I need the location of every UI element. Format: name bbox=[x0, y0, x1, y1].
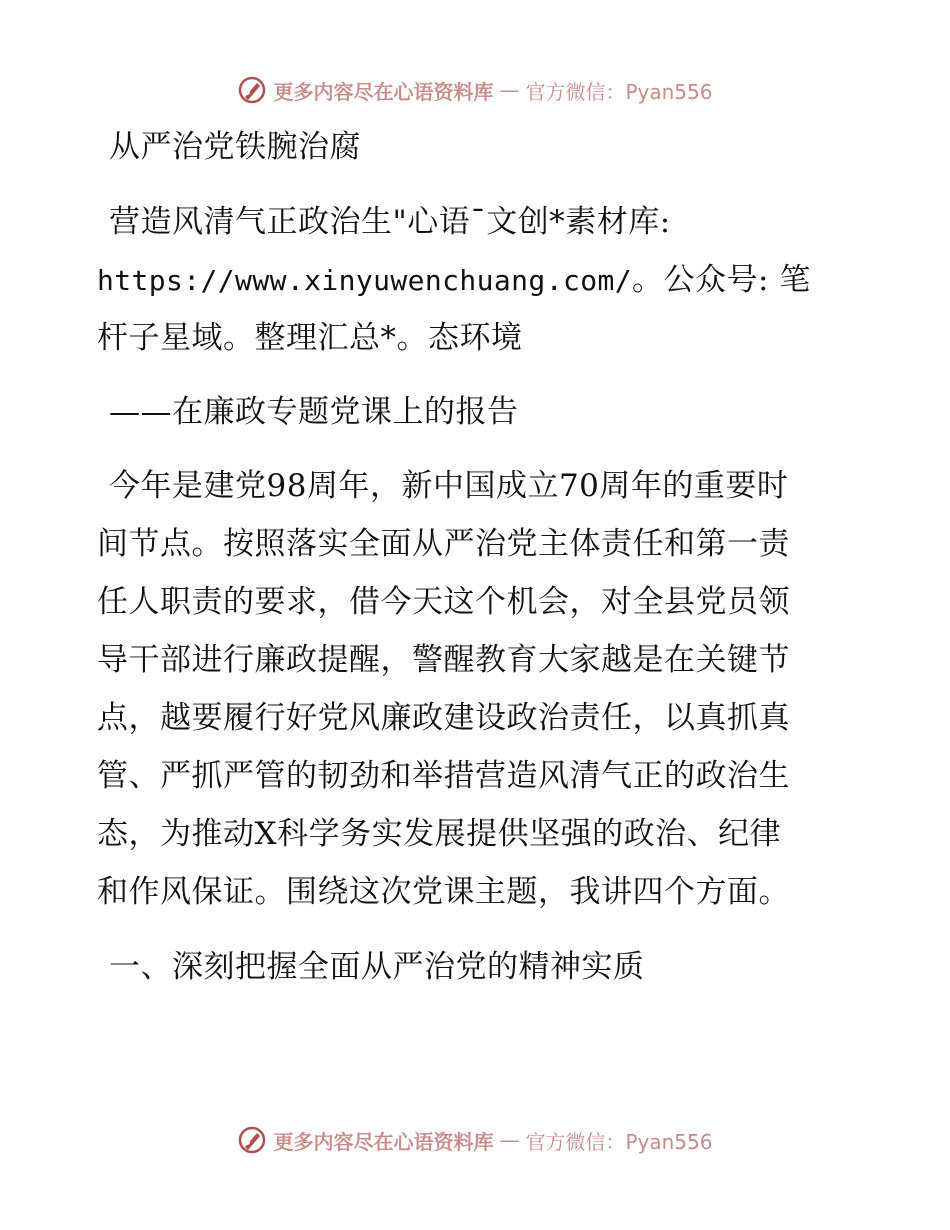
banner-text: 更多内容尽在心语资料库 bbox=[273, 1129, 494, 1154]
section-heading: 一、深刻把握全面从严治党的精神实质 bbox=[109, 949, 645, 985]
paragraph-line: 间节点。按照落实全面从严治党主体责任和第一责 bbox=[97, 526, 790, 562]
banner-content bbox=[237, 75, 712, 105]
byline: ——在廉政专题党课上的报告 bbox=[109, 394, 519, 430]
subtitle-line-3: 杆子星域。整理汇总*。态环境 bbox=[97, 320, 523, 356]
pen-logo-icon bbox=[237, 75, 267, 105]
paragraph-line: 和作风保证。围绕这次党课主题，我讲四个方面。 bbox=[97, 874, 790, 910]
banner-separator: — bbox=[499, 78, 520, 102]
paragraph-line: 任人职责的要求，借今天这个机会，对全县党员领 bbox=[97, 584, 790, 620]
paragraph-line: 今年是建党98周年，新中国成立70周年的重要时 bbox=[109, 468, 789, 504]
paragraph-line: 管、严抓严管的韧劲和举措营造风清气正的政治生 bbox=[97, 758, 790, 794]
header-banner bbox=[0, 70, 950, 110]
subtitle-line-1: 营造风清气正政治生"心语¯文创*素材库: bbox=[109, 204, 671, 240]
banner-separator: — bbox=[499, 1128, 520, 1152]
subtitle-line-2-rest: 。公众号: 笔 bbox=[631, 262, 811, 298]
banner-wechat: 官方微信：Pyan556 bbox=[525, 1129, 713, 1154]
paragraph-line: 点，越要履行好党风廉政建设政治责任，以真抓真 bbox=[97, 700, 790, 736]
footer-banner bbox=[0, 1120, 950, 1160]
pen-logo-icon bbox=[237, 1125, 267, 1155]
document-title: 从严治党铁腕治腐 bbox=[109, 129, 361, 165]
banner-wechat: 官方微信：Pyan556 bbox=[525, 79, 713, 104]
source-url: https://www.xinyuwenchuang.com/ bbox=[97, 264, 632, 297]
banner-text: 更多内容尽在心语资料库 bbox=[273, 79, 494, 104]
banner-content bbox=[237, 1125, 712, 1155]
paragraph-line: 导干部进行廉政提醒，警醒教育大家越是在关键节 bbox=[97, 642, 790, 678]
paragraph-line: 态，为推动X科学务实发展提供坚强的政治、纪律 bbox=[97, 816, 782, 852]
subtitle-line-2 bbox=[97, 260, 811, 301]
